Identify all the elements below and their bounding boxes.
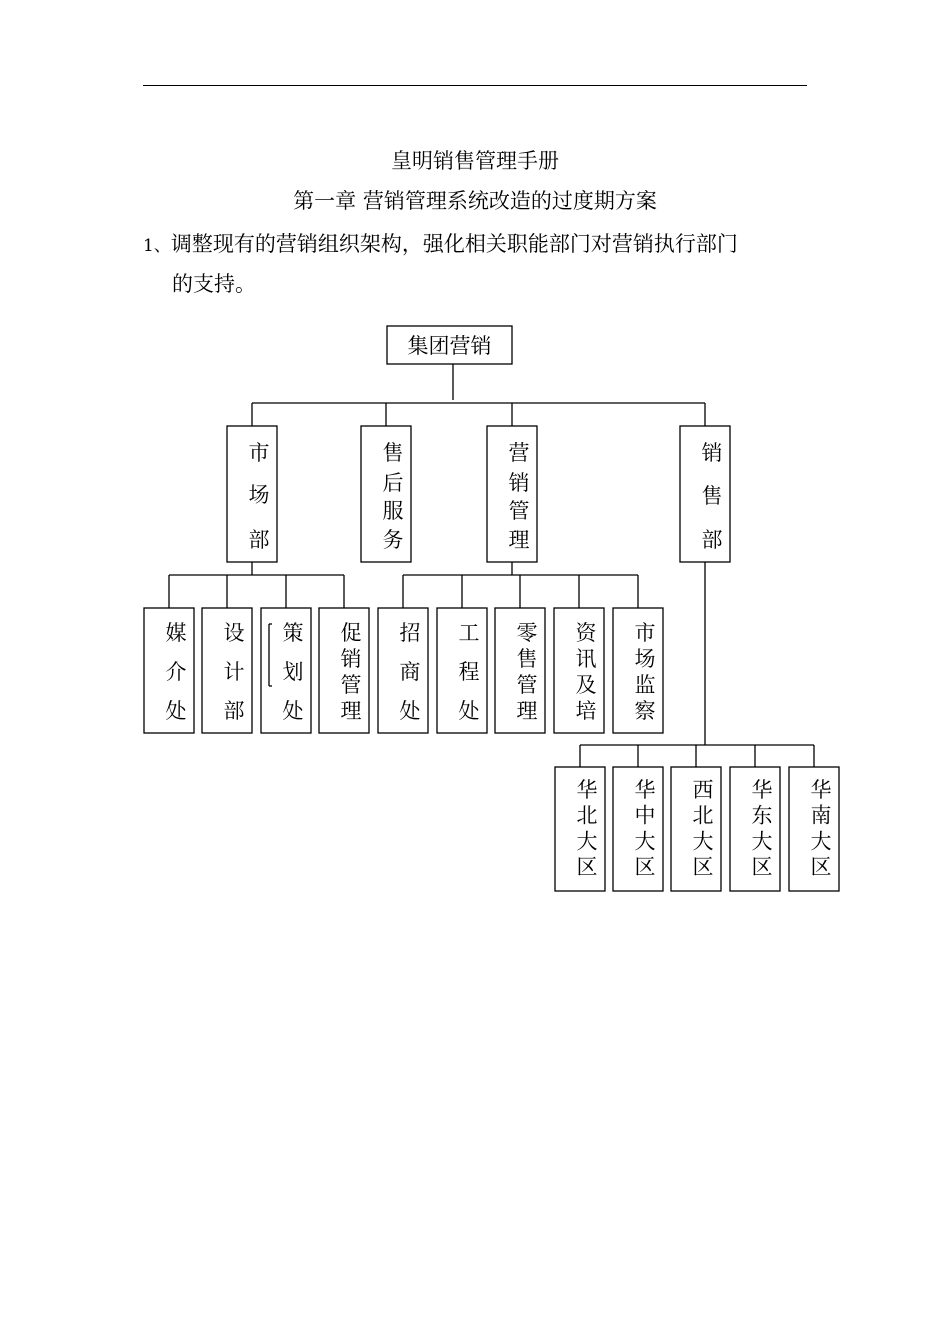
child-label: 场 [634,647,656,671]
child-label: 察 [634,699,656,723]
department-label: 管 [508,499,530,523]
child-label: 监 [634,673,656,697]
child-label: 部 [223,699,245,723]
child-label: 销 [340,647,362,671]
child-label: 设 [223,621,245,645]
child-label: 中 [634,803,656,828]
child-label: 华 [751,778,773,802]
child-label: 理 [340,699,362,723]
department-label: 部 [248,528,270,552]
child-label: 东 [751,803,773,828]
paragraph-number: 1、 [143,236,171,256]
child-label: 程 [458,660,480,684]
department-label: 营 [508,441,530,465]
child-label: 管 [516,673,538,697]
department-label: 场 [248,483,270,507]
department-label: 服 [382,499,404,523]
child-label: 南 [810,803,832,828]
department-label: 售 [382,441,404,465]
child-label: 促 [340,621,362,645]
child-label: 大 [576,829,598,854]
child-label: 理 [516,699,538,723]
child-label: 市 [634,621,656,645]
child-label: 区 [576,855,598,879]
department-label: 市 [248,441,270,465]
child-label: 培 [575,699,597,723]
department-label: 销 [701,441,723,465]
manual-title: 皇明销售管理手册 [391,149,559,173]
child-label: 资 [575,621,597,645]
child-label: 西 [692,778,714,802]
child-label: 区 [634,855,656,879]
child-label: 讯 [575,647,597,671]
child-label: 招 [399,621,421,645]
department-label: 后 [382,471,404,495]
department-label: 部 [701,528,723,552]
child-label: 区 [692,855,714,879]
child-label: 大 [634,829,656,854]
root-label: 集团营销 [407,334,492,358]
child-label: 北 [692,803,714,828]
paragraph-text-1: 调整现有的营销组织架构，强化相关职能部门对营销执行部门 [170,232,738,256]
child-label: 计 [223,660,245,684]
child-label: 及 [575,673,597,697]
department-label: 理 [508,528,530,552]
child-label: 大 [692,829,714,854]
department-label: 售 [701,484,723,508]
child-label: 处 [282,699,304,723]
department-label: 务 [382,528,404,552]
child-label: 商 [399,660,421,684]
department-label: 销 [508,471,530,495]
child-label: 区 [810,855,832,879]
child-label: 大 [751,829,773,854]
child-label: 划 [282,660,304,684]
child-label: 华 [634,778,656,802]
child-label: 北 [576,803,598,828]
child-label: 华 [810,778,832,802]
child-label: 介 [165,660,187,684]
child-label: 华 [576,778,598,802]
child-label: 售 [516,647,538,671]
child-label: 处 [165,699,187,723]
child-label: 大 [810,829,832,854]
child-label: 处 [458,699,480,723]
child-label: 管 [340,673,362,697]
child-label: 区 [751,855,773,879]
child-label: 零 [516,621,538,645]
child-label: 处 [399,699,421,723]
child-label: 工 [458,621,480,645]
child-label: 策 [282,621,304,645]
paragraph-line-2: 的支持。 [172,272,256,296]
child-label: 媒 [165,621,187,645]
chapter-title: 第一章 营销管理系统改造的过度期方案 [293,189,657,213]
